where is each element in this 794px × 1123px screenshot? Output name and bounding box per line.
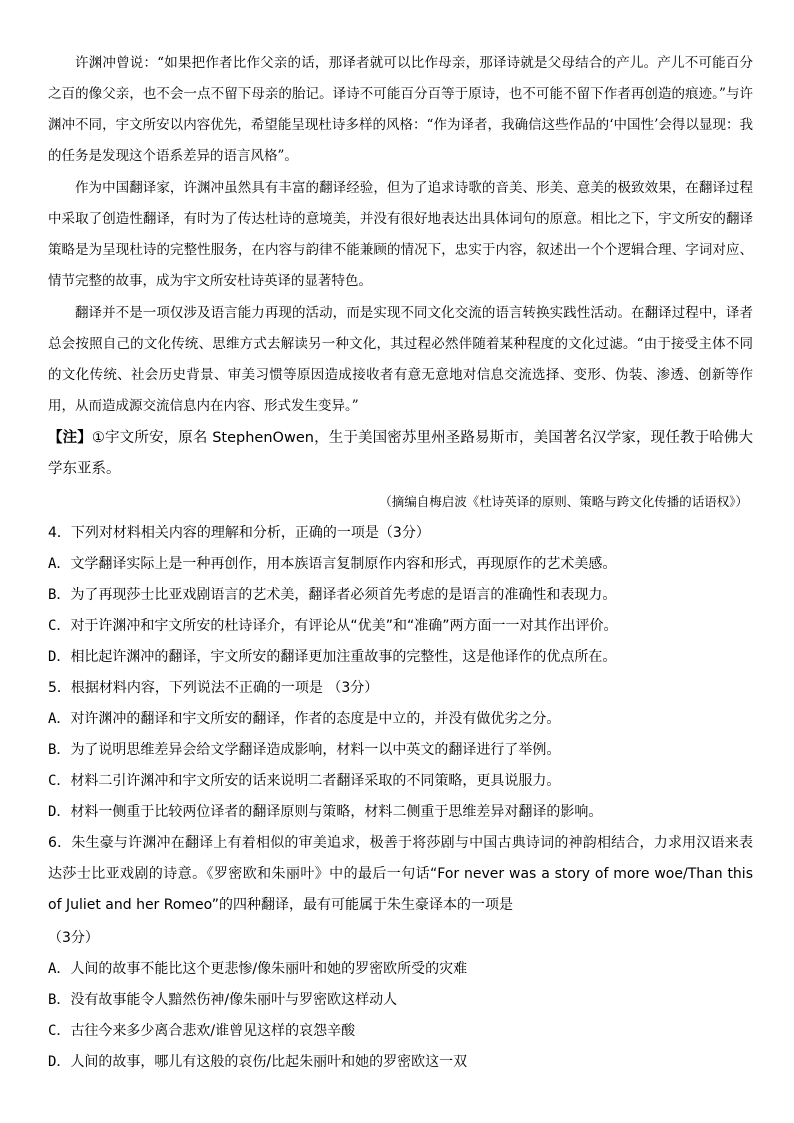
option-text: 对于许渊冲和宇文所安的杜诗译介，有评论从“优美”和“准确”两方面一一对其作出评价。 xyxy=(70,618,618,634)
annotation-note xyxy=(48,423,753,485)
option-label: C． xyxy=(48,618,71,634)
question-4-option-d[interactable] xyxy=(48,642,753,673)
option-label: D． xyxy=(48,804,71,820)
note-text: ①宇文所安，原名 StephenOwen，生于美国密苏里州圣路易斯市，美国著名汉学家，现任教于哈佛大学东亚系。 xyxy=(48,430,753,477)
option-label: C． xyxy=(48,1023,71,1039)
question-6-option-d[interactable] xyxy=(48,1047,753,1078)
option-label: C． xyxy=(48,773,71,789)
question-5-option-a[interactable] xyxy=(48,704,753,735)
option-text: 没有故事能令人黯然伤神/像朱丽叶与罗密欧这样动人 xyxy=(70,992,398,1008)
question-4-stem: 4．下列对材料相关内容的理解和分析，正确的一项是（3分） xyxy=(48,525,430,541)
option-text: 人间的故事不能比这个更悲惨/像朱丽叶和她的罗密欧所受的灾难 xyxy=(70,961,468,977)
option-label: B． xyxy=(48,587,71,603)
question-5-option-c[interactable] xyxy=(48,766,753,797)
option-label: A． xyxy=(48,556,71,572)
question-5-option-d[interactable] xyxy=(48,797,753,828)
option-label: B． xyxy=(48,992,71,1008)
option-text: 文学翻译实际上是一种再创作，用本族语言复制原作内容和形式，再现原作的艺术美感。 xyxy=(70,556,617,572)
source-citation: （摘编自梅启波《杜诗英译的原则、策略与跨文化传播的话语权》） xyxy=(379,494,748,509)
option-text: 对许渊冲的翻译和宇文所安的翻译，作者的态度是中立的，并没有做优劣之分。 xyxy=(70,711,561,727)
question-4-option-c[interactable] xyxy=(48,611,753,642)
question-4-option-b[interactable] xyxy=(48,580,753,611)
option-label: B． xyxy=(48,742,71,758)
question-6-option-c[interactable] xyxy=(48,1016,753,1047)
note-label: 【注】 xyxy=(48,430,92,446)
question-6-option-a[interactable] xyxy=(48,954,753,985)
option-text: 相比起许渊冲的翻译，宇文所安的翻译更加注重故事的完整性，这是他译作的优点所在。 xyxy=(70,649,617,665)
question-5-option-b[interactable] xyxy=(48,735,753,766)
question-6-score: （3分） xyxy=(48,930,99,946)
option-label: D． xyxy=(48,1054,71,1070)
option-text: 为了再现莎士比亚戏剧语言的艺术美，翻译者必须首先考虑的是语言的准确性和表现力。 xyxy=(70,587,617,603)
material-paragraph-1: 许渊冲曾说：“如果把作者比作父亲的话，那译者就可以比作母亲，那译诗就是父母结合的产儿。产儿不可能百分之百的像父亲，也不会一点不留下母亲的胎记。译诗不可能百分百等于原诗，也不可能不留下作者再创造的痕迹。”与许渊冲不同，宇文所安以内容优先，希望能呈现杜诗多样的风格：“作为译者，我确信这些作品的‘中国性’会得以显现：我的任务是发现这个语系差异的语言风格”。 xyxy=(48,55,753,164)
question-6-option-b[interactable] xyxy=(48,985,753,1016)
option-text: 人间的故事，哪儿有这般的哀伤/比起朱丽叶和她的罗密欧这一双 xyxy=(70,1054,468,1070)
material-paragraph-3: 翻译并不是一项仅涉及语言能力再现的活动，而是实现不同文化交流的语言转换实践性活动。在翻译过程中，译者总会按照自己的文化传统、思维方式去解读另一种文化，其过程必然伴随着某种程度的文化过滤。“由于接受主体不同的文化传统、社会历史背景、审美习惯等原因造成接收者有意无意地对信息交流选择、变形、伪装、渗透、创新等作用，从而造成源交流信息内在内容、形式发生变异。” xyxy=(48,305,753,414)
material-paragraph-2: 作为中国翻译家，许渊冲虽然具有丰富的翻译经验，但为了追求诗歌的音美、形美、意美的极致效果，在翻译过程中采取了创造性翻译，有时为了传达杜诗的意境美，并没有很好地表达出具体词句的原意。相比之下，宇文所安的翻译策略是为呈现杜诗的完整性服务，在内容与韵律不能兼顾的情况下，忠实于内容，叙述出一个个逻辑合理、字词对应、情节完整的故事，成为宇文所安杜诗英译的显著特色。 xyxy=(48,180,753,289)
option-text: 为了说明思维差异会给文学翻译造成影响，材料一以中英文的翻译进行了举例。 xyxy=(70,742,561,758)
question-4-option-a[interactable] xyxy=(48,549,753,580)
question-5-stem: 5．根据材料内容，下列说法不正确的一项是 （3分） xyxy=(48,680,379,696)
option-text: 古往今来多少离合悲欢/谁曾见这样的哀怨辛酸 xyxy=(70,1023,356,1039)
option-text: 材料二引许渊冲和宇文所安的话来说明二者翻译采取的不同策略，更具说服力。 xyxy=(70,773,561,789)
option-label: A． xyxy=(48,961,71,977)
question-6-stem: 6．朱生豪与许渊冲在翻译上有着相似的审美追求，极善于将莎剧与中国古典诗词的神韵相结合，力求用汉语来表达莎士比亚戏剧的诗意。《罗密欧和朱丽叶》中的最后一句话“For never was a story of more woe/Than this of Juliet and her Romeo”的四种翻译，最有可能属于朱生豪译本的一项是 xyxy=(48,835,753,913)
option-label: D． xyxy=(48,649,71,665)
option-text: 材料一侧重于比较两位译者的翻译原则与策略，材料二侧重于思维差异对翻译的影响。 xyxy=(70,804,603,820)
option-label: A． xyxy=(48,711,71,727)
